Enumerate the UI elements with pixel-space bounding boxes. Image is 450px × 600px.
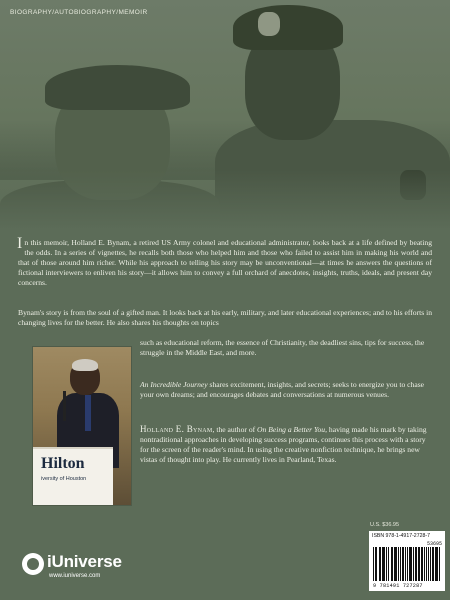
barcode-bars bbox=[373, 547, 441, 581]
cover-photo-soldiers bbox=[0, 0, 450, 230]
book-title: An Incredible Journey bbox=[140, 380, 208, 389]
iuniverse-globe-icon bbox=[22, 553, 44, 575]
synopsis-paragraph-1-text: n this memoir, Holland E. Bynam, a retired US Army colonel and educational administrator, looks back at a life defined by beating the odds. In a series of vignettes, he recalls both those who helped him and those who failed to assist him in making his world and that of those around him richer. While his approach to telling his story may be unconventional—at times he answers the questions of fictional interviewers to enliven his story—it allows him to convey a full orchard of anecdotes, insights, truths, ideals, and present day concerns. bbox=[18, 238, 432, 287]
barcode-bar bbox=[395, 547, 397, 581]
podium-brand: Hilton bbox=[41, 455, 85, 472]
publisher-url: www.iuniverse.com bbox=[49, 573, 101, 579]
isbn-text: ISBN 978-1-4917-2728-7 bbox=[372, 533, 430, 539]
author-bio-text-a: , the author of bbox=[212, 425, 258, 434]
barcode-bar bbox=[430, 547, 431, 581]
price-code: 53695 bbox=[426, 541, 442, 547]
previous-book-title: On Being a Better You bbox=[257, 425, 326, 434]
barcode-bar bbox=[380, 547, 381, 581]
price-label: U.S. $36.95 bbox=[370, 522, 400, 528]
barcode-bar bbox=[376, 547, 377, 581]
author-bio bbox=[140, 424, 432, 465]
barcode-bar bbox=[422, 547, 423, 581]
synopsis-paragraph-2-continued: such as educational reform, the essence of Christianity, the deadliest sins, tips for success, the struggle in the Middle East, and more. bbox=[140, 338, 425, 357]
publisher-logo bbox=[22, 553, 152, 587]
barcode-bar bbox=[407, 547, 408, 581]
genre-label: BIOGRAPHY/AUTOBIOGRAPHY/MEMOIR bbox=[10, 9, 148, 16]
synopsis-paragraph-3-text: shares excitement, insights, and secrets; seeks to energize you to chase your own dreams; and encourages debates and conversations at numerous venues. bbox=[140, 380, 425, 399]
barcode-bar bbox=[433, 547, 434, 581]
barcode-bar bbox=[388, 547, 389, 581]
barcode-bar bbox=[415, 547, 416, 581]
barcode-bar bbox=[392, 547, 393, 581]
barcode-bar bbox=[384, 547, 385, 581]
photo-fade bbox=[0, 170, 450, 230]
author-photo-tie bbox=[85, 395, 91, 431]
photo-beret-badge bbox=[258, 12, 280, 36]
photo-soldier-beret bbox=[45, 65, 190, 110]
synopsis-paragraph-2: Bynam's story is from the soul of a gifted man. It looks back at his early, military, and later educational experiences; and to his efforts in changing lives for the better. He also shares his thoughts on topics bbox=[18, 308, 432, 327]
synopsis-paragraph-3 bbox=[140, 380, 432, 400]
author-photo-hair bbox=[72, 359, 98, 371]
publisher-name: iUniverse bbox=[47, 552, 122, 571]
author-photo-podium bbox=[33, 447, 113, 506]
barcode-bar bbox=[400, 547, 401, 581]
microphone-icon bbox=[63, 391, 66, 421]
podium-subtext: iversity of Houston bbox=[41, 476, 87, 482]
author-name: Holland E. Bynam bbox=[140, 424, 213, 434]
barcode-bar bbox=[418, 547, 420, 581]
barcode-bar bbox=[382, 547, 384, 581]
author-bio-text-b: , having made his mark by taking nontraditional approaches in developing success programs, continues this process with a story for the screen of the reader's mind. In using the creative nonfiction technique, he brings new vistas of thought into play. He currently lives in Pearland, Texas. bbox=[140, 425, 427, 464]
barcode-bar bbox=[403, 547, 404, 581]
barcode-bar bbox=[410, 547, 411, 581]
ean-digits: 9 781491 727287 bbox=[373, 583, 423, 589]
photo-officer-beret bbox=[233, 5, 343, 50]
isbn-barcode bbox=[369, 531, 445, 591]
barcode-bar bbox=[439, 547, 440, 581]
barcode-bar bbox=[373, 547, 374, 581]
barcode-bar bbox=[435, 547, 437, 581]
barcode-bar bbox=[426, 547, 427, 581]
synopsis-paragraph-1 bbox=[17, 235, 432, 288]
drop-cap: I bbox=[17, 235, 23, 252]
barcode-bar bbox=[437, 547, 438, 581]
author-photo bbox=[32, 346, 132, 506]
